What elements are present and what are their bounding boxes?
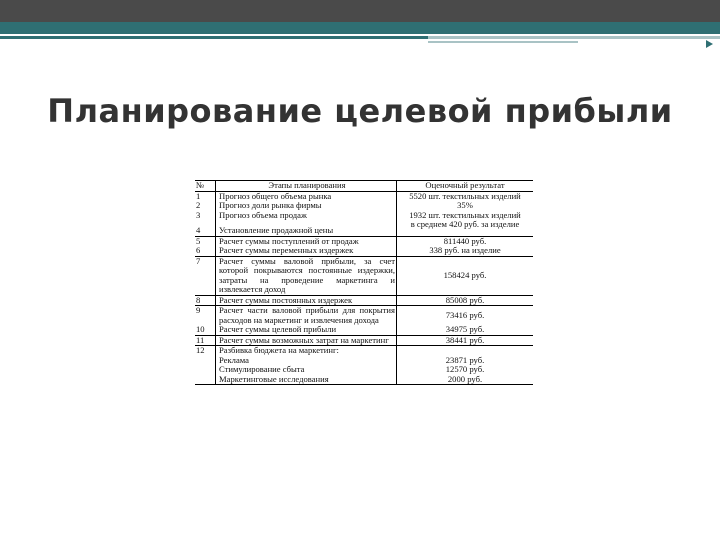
table-row	[195, 306, 533, 326]
header-line-short	[428, 41, 578, 43]
header-line-right	[428, 36, 720, 39]
row-num: 7	[195, 256, 216, 295]
row-num: 6	[195, 246, 216, 256]
header-num: №	[195, 181, 216, 192]
row-num	[195, 356, 216, 366]
row-result: 338 руб. на изделие	[397, 246, 534, 256]
table-row	[195, 325, 533, 335]
header-line-left	[0, 36, 428, 39]
row-num	[195, 365, 216, 375]
row-num: 1	[196, 190, 201, 201]
row-stage: Расчет суммы валовой прибыли, за счет которой покрываются постоянные издержки, затраты на проведение маркетинга и извлекается доход	[216, 256, 397, 295]
row-num: 10	[195, 325, 216, 335]
row-stage: Расчет суммы переменных издержек	[216, 246, 397, 256]
row-result: 35%	[457, 200, 473, 210]
row-stage: Прогноз общего объема рынка	[216, 191, 397, 201]
row-stage: Прогноз доли рынка фирмы	[216, 201, 397, 211]
row-num: 4	[195, 220, 216, 236]
planning-table	[195, 180, 533, 385]
row-num	[195, 375, 216, 385]
row-result: 85008 руб.	[397, 295, 534, 306]
row-result: 2000 руб.	[397, 375, 534, 385]
row-stage: Маркетинговые исследования	[216, 375, 397, 385]
row-result	[397, 346, 534, 356]
header-result: Оценочный результат	[397, 181, 534, 192]
row-stage: Расчет суммы поступлений от продаж	[216, 236, 397, 246]
row-num: 5	[196, 235, 201, 246]
header-bar-dark	[0, 0, 720, 22]
row-stage: Прогноз объема продаж	[216, 211, 397, 221]
row-result: 811440 руб.	[443, 235, 487, 246]
table-header-row	[195, 181, 533, 192]
row-result: 23871 руб.	[445, 354, 485, 365]
row-result: 38441 руб.	[397, 335, 534, 346]
row-stage: Расчет суммы постоянных издержек	[216, 295, 397, 306]
row-result: 12570 руб.	[445, 364, 485, 374]
slide-title: Планирование целевой прибыли	[47, 92, 673, 130]
row-num: 8	[195, 295, 216, 306]
row-result: 34975 руб.	[397, 325, 534, 335]
row-stage: Стимулирование сбыта	[216, 365, 397, 375]
header-bar-teal	[0, 22, 720, 34]
table-row	[195, 335, 533, 346]
row-result: в среднем 420 руб. за изделие	[397, 220, 534, 236]
row-result: 5520 шт. текстильных изделий	[409, 190, 521, 201]
table-row	[195, 375, 533, 385]
row-num: 2	[196, 200, 201, 210]
row-stage: Расчет суммы возможных затрат на маркетинг	[216, 335, 397, 346]
row-result: 73416 руб.	[445, 309, 485, 320]
row-stage: Расчет суммы целевой прибыли	[216, 325, 397, 335]
table-row	[195, 246, 533, 256]
row-num: 9	[196, 305, 201, 315]
table-row	[195, 295, 533, 306]
row-result: 1932 шт. текстильных изделий	[409, 209, 521, 220]
row-num: 11	[195, 335, 216, 346]
row-num: 12	[196, 345, 205, 355]
row-stage: Установление продажной цены	[216, 220, 397, 236]
table-row	[195, 220, 533, 236]
row-stage: Реклама	[216, 356, 397, 366]
header-stage: Этапы планирования	[216, 181, 397, 192]
table-row	[195, 256, 533, 295]
row-stage: Расчет части валовой прибыли для покрытия расходов на маркетинг и извлечения дохода	[216, 306, 397, 326]
table-row	[195, 346, 533, 356]
row-stage: Разбивка бюджета на маркетинг:	[216, 346, 397, 356]
row-result: 158424 руб.	[397, 256, 534, 295]
row-num: 3	[196, 209, 201, 220]
arrow-marker-icon	[706, 40, 713, 48]
